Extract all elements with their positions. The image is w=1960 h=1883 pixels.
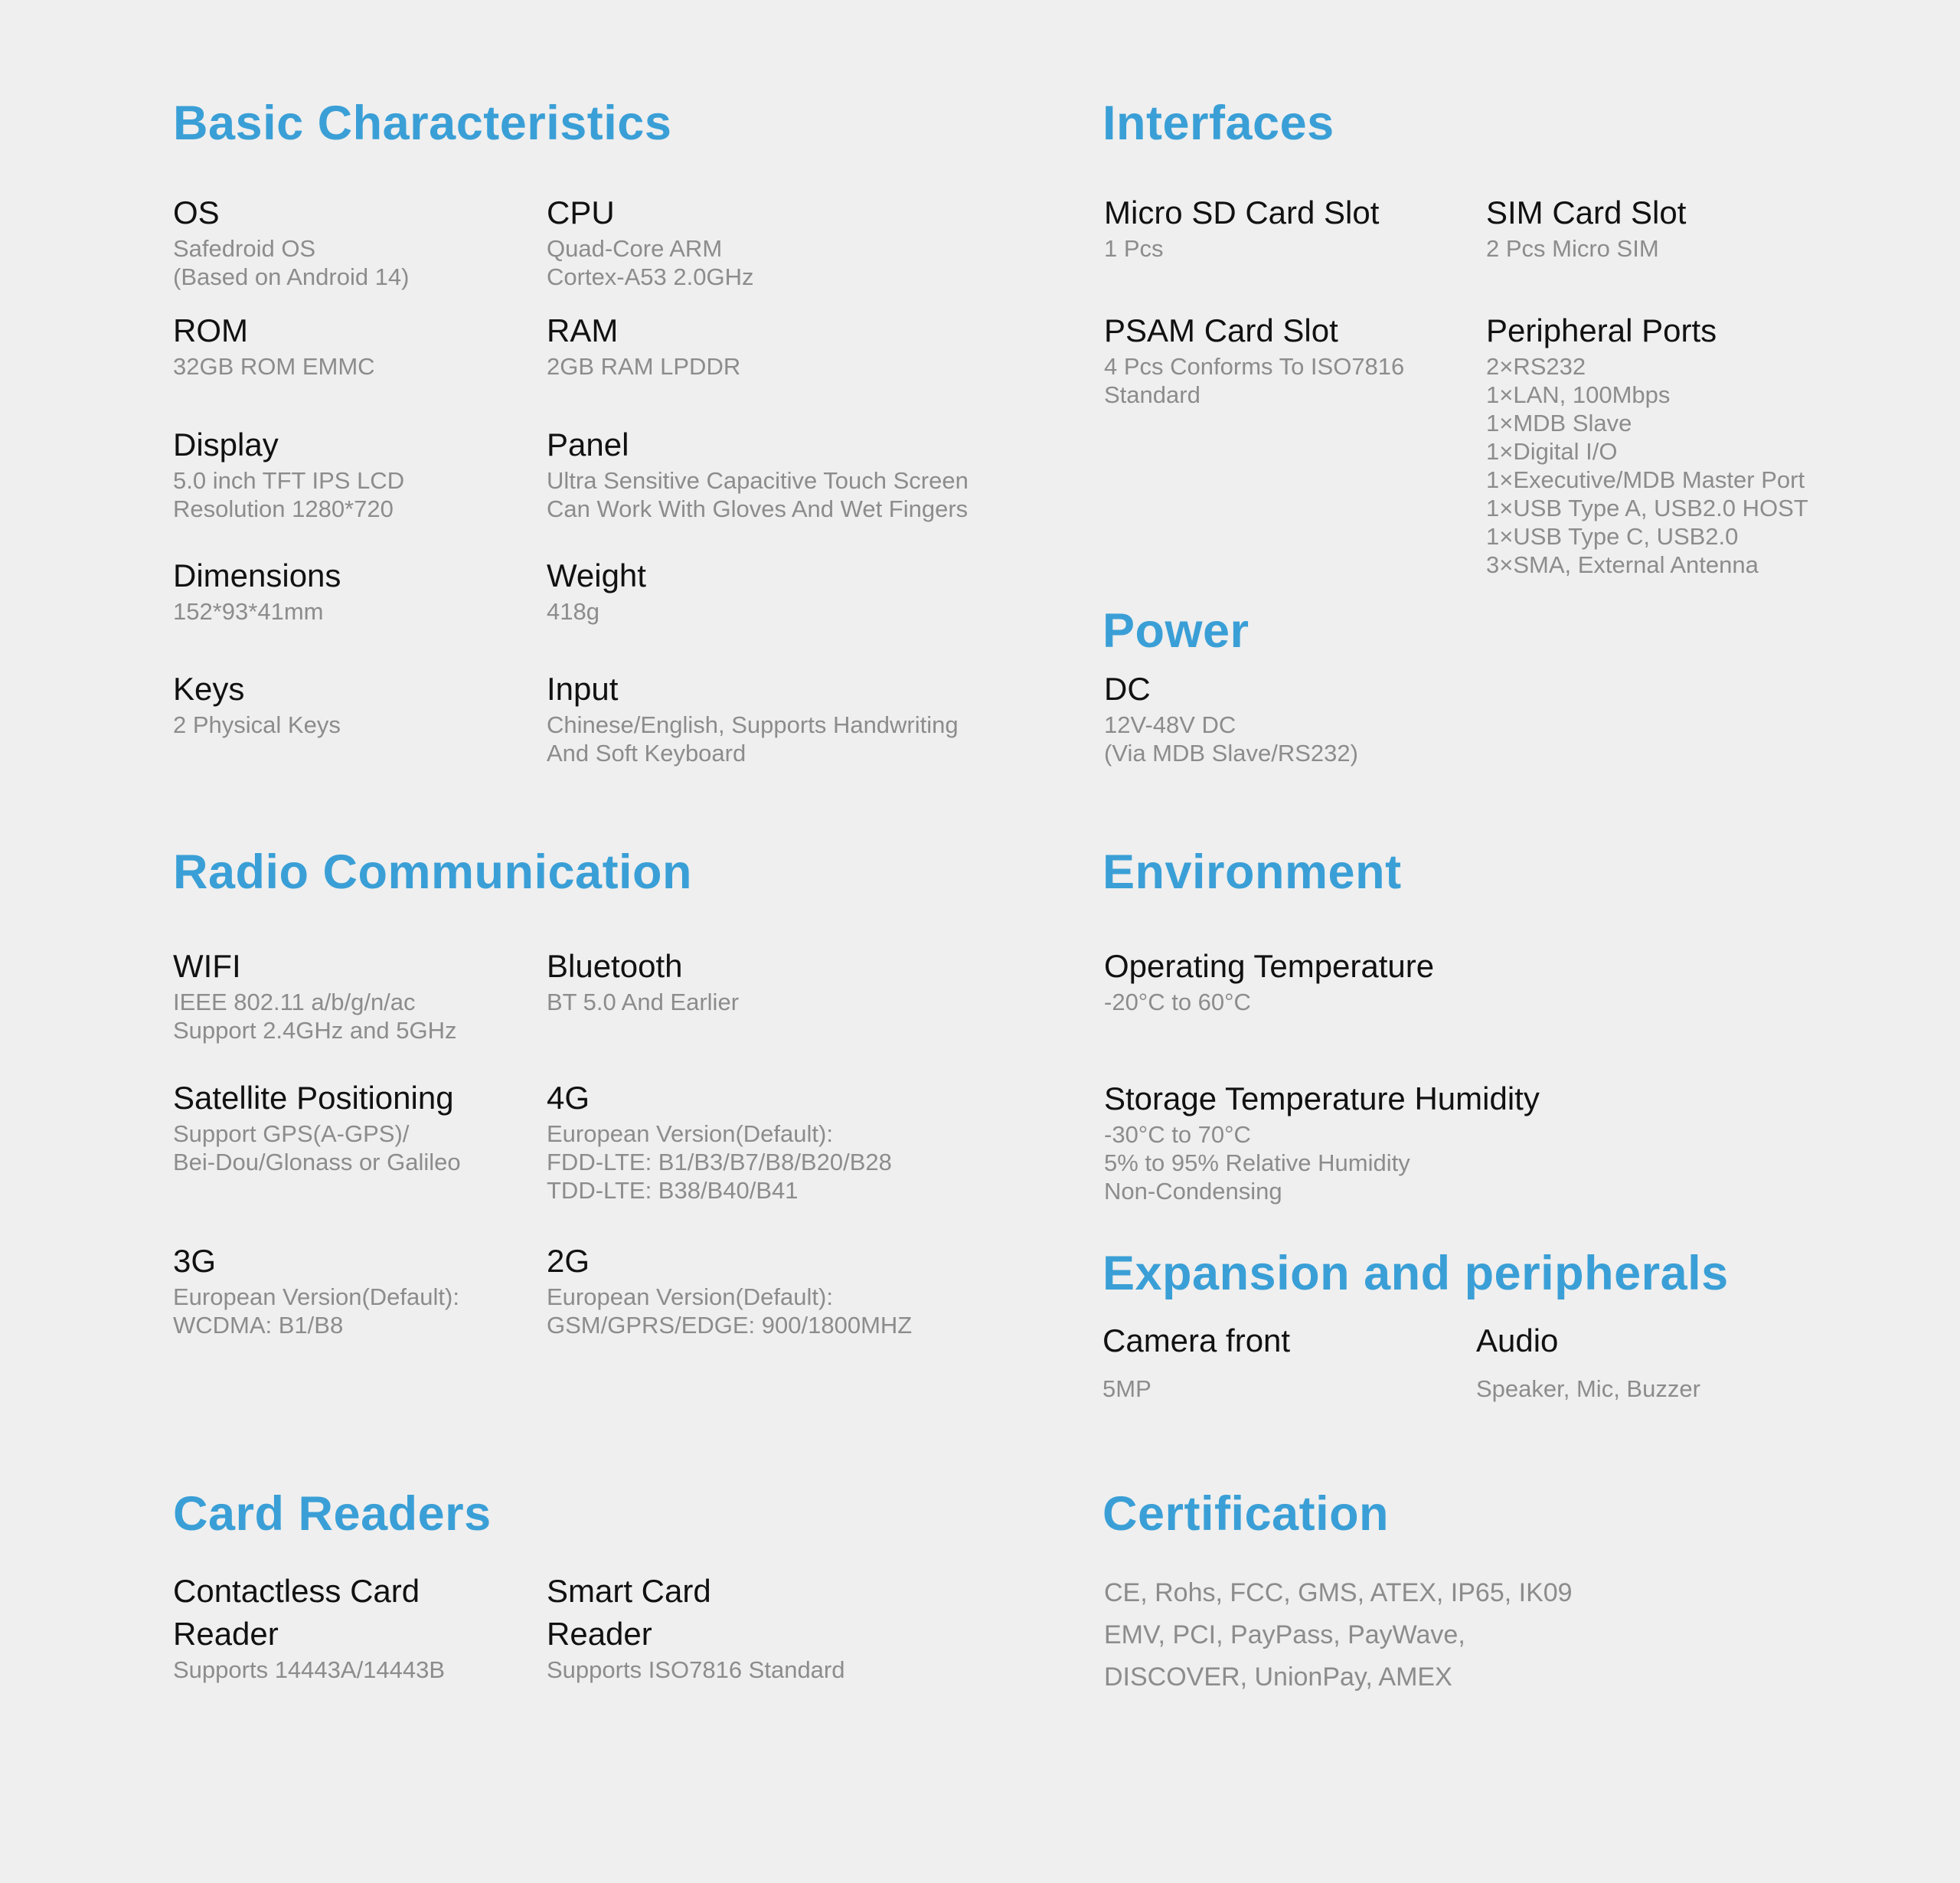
spec-label: Contactless Card Reader [173, 1573, 420, 1652]
spec-label: Operating Temperature [1104, 948, 1435, 984]
spec-operating-temperature [1104, 945, 1434, 1016]
spec-label: Input [547, 671, 619, 707]
spec-sim [1486, 191, 1686, 263]
spec-label: CPU [547, 195, 615, 230]
spec-label: Audio [1476, 1322, 1559, 1358]
spec-os [173, 191, 410, 291]
spec-input [547, 668, 959, 767]
spec-value: 2×RS232 1×LAN, 100Mbps 1×MDB Slave 1×Digital I/O 1×Executive/MDB Master Port 1×USB Type A, USB2.0 HOST 1×USB Type C, USB2.0 3×SMA, External Antenna [1486, 353, 1808, 578]
spec-label: Bluetooth [547, 948, 683, 984]
spec-keys [173, 668, 341, 739]
spec-value: Chinese/English, Supports Handwriting And Soft Keyboard [547, 711, 959, 767]
spec-dimensions [173, 554, 341, 626]
spec-value: -30°C to 70°C 5% to 95% Relative Humidity Non-Condensing [1104, 1121, 1410, 1205]
spec-satellite [173, 1077, 461, 1176]
spec-label: Display [173, 427, 279, 463]
basic-characteristics-title: Basic Characteristics [173, 96, 672, 150]
spec-label: 2G [547, 1243, 590, 1279]
spec-value: 1 Pcs [1104, 235, 1164, 262]
spec-label: Smart Card Reader [547, 1573, 711, 1652]
spec-label: Micro SD Card Slot [1104, 195, 1380, 230]
spec-value: 4 Pcs Conforms To ISO7816 Standard [1104, 353, 1405, 408]
spec-4g [547, 1077, 892, 1205]
spec-peripheral-ports [1486, 309, 1808, 579]
spec-smart-card-reader [547, 1570, 844, 1684]
radio-communication-title: Radio Communication [173, 845, 693, 899]
spec-value: 2GB RAM LPDDR [547, 353, 741, 380]
spec-label: Satellite Positioning [173, 1080, 454, 1116]
spec-label: Storage Temperature Humidity [1104, 1080, 1540, 1116]
spec-label: 3G [173, 1243, 217, 1279]
spec-value: Safedroid OS (Based on Android 14) [173, 235, 410, 290]
spec-value: Quad-Core ARM Cortex-A53 2.0GHz [547, 235, 754, 290]
spec-camera-front [1102, 1319, 1290, 1403]
spec-audio [1476, 1319, 1700, 1403]
spec-value: European Version(Default): WCDMA: B1/B8 [173, 1283, 459, 1339]
spec-label: Camera front [1102, 1322, 1291, 1358]
spec-label: 4G [547, 1080, 590, 1116]
spec-value: Support GPS(A-GPS)/ Bei-Dou/Glonass or Galileo [173, 1120, 461, 1175]
spec-storage-temperature [1104, 1077, 1540, 1205]
spec-label: Peripheral Ports [1486, 312, 1717, 348]
spec-label: Dimensions [173, 557, 341, 593]
spec-dc [1104, 668, 1358, 767]
spec-label: ROM [173, 312, 248, 348]
spec-value: 418g [547, 598, 599, 625]
spec-label: DC [1104, 671, 1151, 707]
spec-value: Speaker, Mic, Buzzer [1476, 1375, 1700, 1402]
spec-label: RAM [547, 312, 619, 348]
spec-label: Keys [173, 671, 245, 707]
spec-micro-sd [1104, 191, 1379, 263]
spec-value: 2 Physical Keys [173, 711, 341, 738]
certification-title: Certification [1102, 1487, 1390, 1541]
card-readers-title: Card Readers [173, 1487, 492, 1541]
spec-value: European Version(Default): FDD-LTE: B1/B3/B7/B8/B20/B28 TDD-LTE: B38/B40/B41 [547, 1120, 892, 1204]
spec-value: 152*93*41mm [173, 598, 324, 625]
spec-value: 12V-48V DC (Via MDB Slave/RS232) [1104, 711, 1358, 767]
spec-rom [173, 309, 375, 381]
expansion-title: Expansion and peripherals [1102, 1247, 1729, 1300]
interfaces-title: Interfaces [1102, 96, 1334, 150]
spec-value: 2 Pcs Micro SIM [1486, 235, 1659, 262]
spec-bluetooth [547, 945, 739, 1016]
spec-contactless-reader [173, 1570, 445, 1684]
spec-cpu [547, 191, 754, 291]
certification-list: CE, Rohs, FCC, GMS, ATEX, IP65, IK09 EMV, PCI, PayPass, PayWave, DISCOVER, UnionPay, AMEX [1104, 1578, 1573, 1692]
spec-label: Weight [547, 557, 646, 593]
spec-value: European Version(Default): GSM/GPRS/EDGE: 900/1800MHZ [547, 1283, 913, 1339]
spec-value: IEEE 802.11 a/b/g/n/ac Support 2.4GHz and 5GHz [173, 989, 457, 1044]
spec-display [173, 423, 404, 523]
environment-title: Environment [1102, 845, 1402, 899]
spec-label: PSAM Card Slot [1104, 312, 1338, 348]
spec-value: BT 5.0 And Earlier [547, 989, 740, 1015]
spec-value: -20°C to 60°C [1104, 989, 1251, 1015]
spec-value: Supports 14443A/14443B [173, 1656, 446, 1683]
spec-label: Panel [547, 427, 629, 463]
spec-value: Supports ISO7816 Standard [547, 1656, 845, 1683]
spec-value: Ultra Sensitive Capacitive Touch Screen Can Work With Gloves And Wet Fingers [547, 467, 969, 522]
spec-psam [1104, 309, 1404, 409]
spec-value: 5.0 inch TFT IPS LCD Resolution 1280*720 [173, 467, 405, 522]
spec-value: 5MP [1102, 1375, 1152, 1402]
spec-value: 32GB ROM EMMC [173, 353, 375, 380]
spec-weight [547, 554, 646, 626]
spec-3g [173, 1240, 459, 1339]
spec-panel [547, 423, 969, 523]
spec-label: WIFI [173, 948, 241, 984]
spec-label: OS [173, 195, 220, 230]
power-title: Power [1102, 604, 1250, 658]
spec-2g [547, 1240, 912, 1339]
spec-ram [547, 309, 740, 381]
spec-label: SIM Card Slot [1486, 195, 1687, 230]
spec-wifi [173, 945, 456, 1044]
